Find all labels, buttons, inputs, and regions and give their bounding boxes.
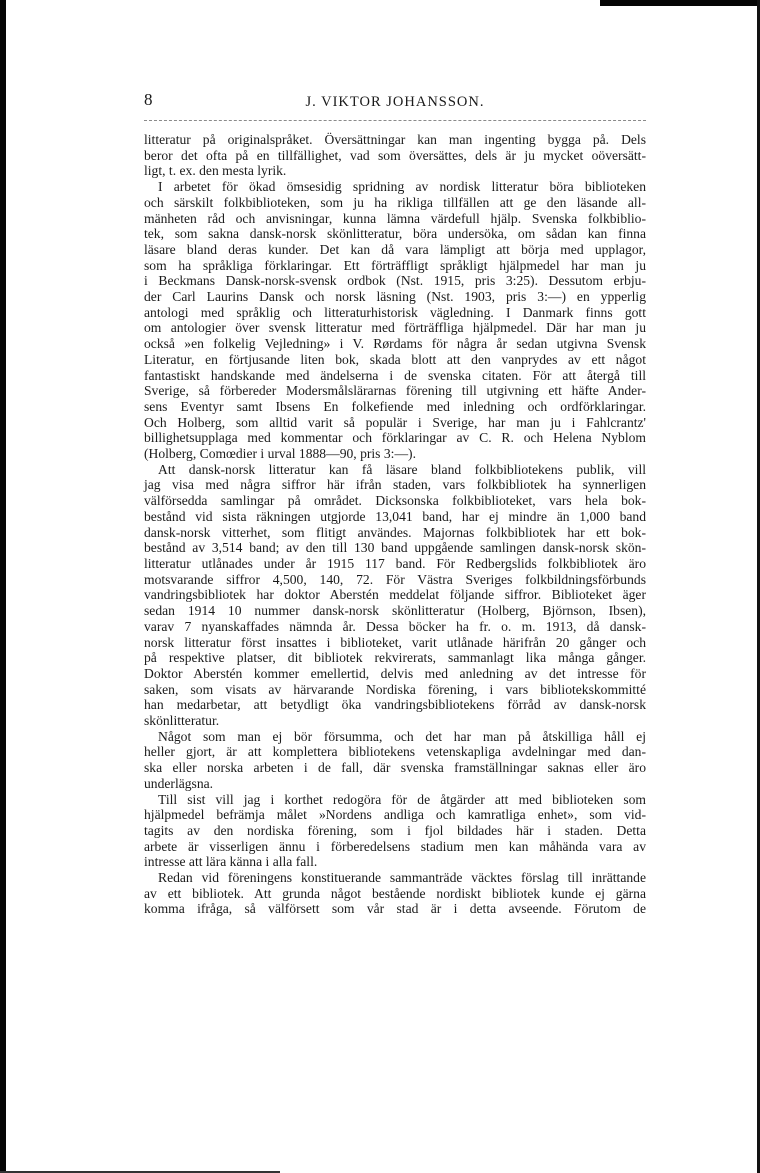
- text-line: intresse att lära känna i alla fall.: [144, 854, 318, 870]
- text-line: I arbetet för ökad ömsesidig spridning av nordisk litteratur böra biblioteken: [158, 179, 646, 195]
- text-line: han medarbetar, att betydligt öka vandringsbibliotekens förråd av dansk-norsk: [144, 697, 646, 713]
- text-line: ska eller norska arbeten i de fall, där svenska framställningar saknas eller äro: [144, 760, 646, 776]
- text-line: billighetsupplaga med kommentar och förklaringar av C. R. och Helena Nyblom: [144, 430, 646, 446]
- text-line: Literatur, en förtjusande liten bok, skada blott att den vanprydes av ett något: [144, 351, 646, 367]
- paragraph: [144, 179, 646, 462]
- text-line: som ha språkliga förklaringar. Ett förträffligt språkligt hjälpmedel har man ju: [144, 257, 646, 273]
- text-line: Redan vid föreningens konstituerande sammanträde väcktes förslag till inrättande: [158, 870, 646, 886]
- text-line: och särskilt folkbiblioteken, som ju ha rikliga tillfällen att ge den läsande all-: [144, 194, 646, 210]
- text-line: litteratur på originalspråket. Översättningar kan man ingenting bygga på. Dels: [144, 132, 646, 147]
- text-line: välförsedda samlingar på området. Dicksonska folkbiblioteket, vars hela bok-: [144, 493, 646, 509]
- text-line: arbete är visserligen ännu i förberedelsens stadium men kan måhända vara av: [144, 838, 646, 854]
- text-line: Och Holberg, som alltid varit så populär i Sverige, har man ju i Fahlcrantz': [144, 414, 646, 430]
- text-line: Något som man ej bör försumma, och det har man på åtskilliga håll ej: [158, 728, 646, 744]
- text-line: Sverige, så förbereder Modersmålslärarnas förening till utgivning ett häfte Ander-: [144, 383, 646, 399]
- text-line: litteratur utlånades under år 1915 117 band. För Redbergslids folkbibliotek äro: [144, 555, 646, 571]
- text-line: tek, som sakna dansk-norsk skönlitteratur, böra undersöka, om sådan kan finna: [144, 226, 646, 242]
- text-line: (Holberg, Comœdier i urval 1888—90, pris 3:—).: [144, 446, 416, 462]
- text-line: av ett bibliotek. Att grunda något bestående nordiskt bibliotek kunde ej gärna: [144, 885, 646, 901]
- text-line: om antologier över svensk litteratur med förträffliga hjälpmedel. Där har man ju: [144, 320, 646, 336]
- text-line: Doktor Aberstén kommer emellertid, delvis med anledning av det intresse för: [144, 665, 646, 681]
- text-line: jag visa med några siffror här ifrån staden, vars folkbibliotek ha synnerligen: [144, 477, 646, 493]
- paragraph: [144, 792, 646, 871]
- text-line: heller gjort, är att komplettera bibliotekens vetenskapliga avdelningar med dan-: [144, 744, 646, 760]
- text-line: saken, som visats av härvarande Nordiska förening, i vars bibliotekskommitté: [144, 681, 646, 697]
- text-line: antologi med språklig och litteraturhistorisk vägledning. I Danmark finns gott: [144, 304, 646, 320]
- text-line: också »en folkelig Vejledning» i V. Rørdams för några år sedan utgivna Svensk: [144, 336, 646, 352]
- running-head: [144, 90, 646, 112]
- text-line: motsvarande siffror 4,500, 140, 72. För Västra Sveriges folkbildningsförbunds: [144, 571, 646, 587]
- scan-border-left: [0, 0, 6, 1173]
- text-line: underlägsna.: [144, 775, 214, 791]
- paragraph: [144, 729, 646, 792]
- text-line: bestånd vid sista räkningen utgjorde 13,041 band, har ej mindre än 1,000 band: [144, 508, 646, 524]
- text-line: i Beckmans Dansk-norsk-svensk ordbok (Nst. 1915, pris 3:25). Dessutom erbju-: [144, 273, 646, 289]
- text-line: varav 7 nyanskaffades nämnda år. Dessa böcker ha fr. o. m. 1913, då dansk-: [144, 618, 646, 634]
- text-line: hjälpmedel befrämja målet »Nordens andliga och kamratliga enhet», som vid-: [144, 807, 646, 823]
- text-line: sedan 1914 10 nummer dansk-norsk skönlitteratur (Holberg, Björnson, Ibsen),: [144, 603, 646, 619]
- text-line: tagits av den nordiska förening, som i fjol bildades här i staden. Detta: [144, 822, 646, 838]
- text-line: Till sist vill jag i korthet redogöra för de åtgärder att med biblioteken som: [158, 791, 646, 807]
- paragraph: [144, 132, 646, 179]
- text-line: vandringsbibliotek har doktor Aberstén meddelat följande siffror. Biblioteket äger: [144, 587, 646, 603]
- text-line: på respektive platser, dit bibliotek rekvirerats, sammanlagt lika många gånger.: [144, 650, 646, 666]
- text-line: der Carl Laurins Dansk och norsk läsning (Nst. 1903, pris 3:—) en ypperlig: [144, 289, 646, 305]
- body-text: [144, 132, 646, 917]
- text-line: bestånd av 3,514 band; av den till 130 band uppgående samlingen dansk-norsk skön-: [144, 540, 646, 556]
- text-line: skönlitteratur.: [144, 713, 220, 729]
- text-line: läsare bland deras kunder. Det kan då vara lämpligt att börja med upplagor,: [144, 241, 646, 257]
- text-line: dansk-norsk vitterhet, som flitigt användes. Majornas folkbibliotek har ett bok-: [144, 524, 646, 540]
- text-line: mänheten råd och anvisningar, kunna lämna värdefull hjälp. Svenska folkbiblio-: [144, 210, 646, 226]
- text-line: beror det ofta på en tillfällighet, vad som översättes, dels är ju mycket oöversätt-: [144, 147, 646, 163]
- text-line: norsk litteratur först insattes i biblioteket, varit utlånade härifrån 20 gånger och: [144, 634, 646, 650]
- text-line: Att dansk-norsk litteratur kan få läsare bland folkbibliotekens publik, vill: [158, 461, 646, 477]
- book-page: [144, 90, 646, 917]
- scan-border-top: [600, 0, 760, 6]
- header-rule: [144, 120, 646, 121]
- text-line: sens Eventyr samt Ibsens En folkefiende med inledning och ordförklaringar.: [144, 398, 646, 414]
- running-head-title: J. VIKTOR JOHANSSON.: [305, 94, 485, 110]
- paragraph: [144, 462, 646, 729]
- text-line: komma ifråga, så välförsett som vår stad är i detta avseende. Förutom de: [144, 901, 646, 917]
- text-line: fantastiskt handskande med ändelserna i de svenska citaten. För att återgå till: [144, 367, 646, 383]
- text-line: ligt, t. ex. den mesta lyrik.: [144, 163, 287, 179]
- paragraph: [144, 870, 646, 917]
- page-number: 8: [144, 90, 153, 109]
